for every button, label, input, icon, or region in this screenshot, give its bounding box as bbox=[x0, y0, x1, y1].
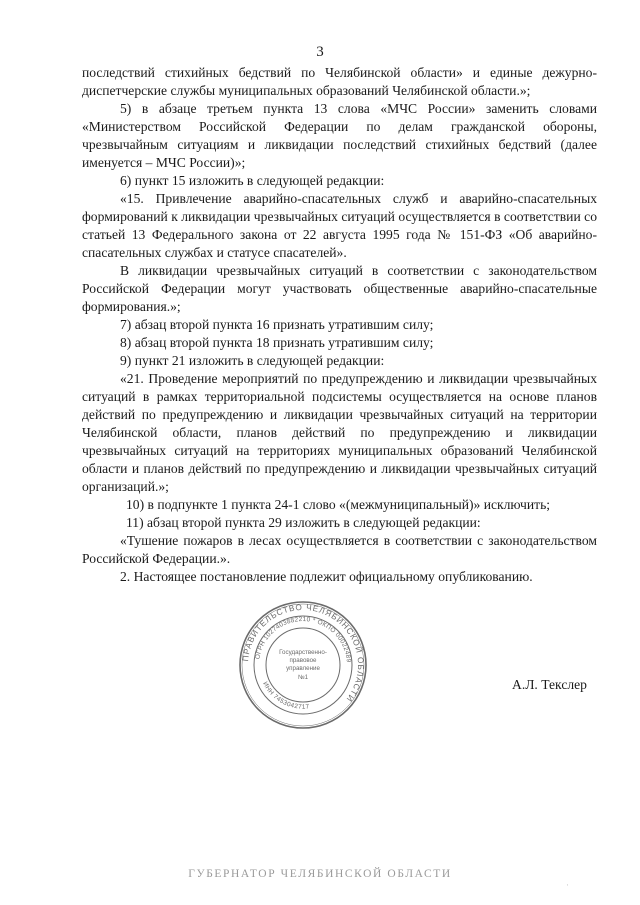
paragraph: 5) в абзаце третьем пункта 13 слова «МЧС России» заменить словами «Министерством Российской Федерации по делам гражданской обороны, чрезвычайным ситуациям и ликвидации последствий стихийных бедствий (далее именуется – МЧС России)»; bbox=[82, 101, 597, 170]
seal-center-line: №1 bbox=[297, 674, 309, 681]
paragraph: 9) пункт 21 изложить в следующей редакции: bbox=[120, 353, 385, 368]
svg-text:ИНН 7453042717 bbox=[261, 681, 310, 711]
seal-center-line: правовое bbox=[289, 657, 317, 664]
seal-inn-text: ИНН 7453042717 bbox=[261, 680, 310, 711]
paragraph: «21. Проведение мероприятий по предупреждению и ликвидации чрезвычайных ситуаций в рамках территориальной подсистемы осуществляется на основе планов действий по предупреждению и ликвидации чрезвычайных ситуаций на территории Челябинской области, планов действий по предупреждению и ликвидации чрезвычайных ситуаций на территориях муниципальных образований Челябинской области и планов действий по предупреждению и ликвидации чрезвычайных ситуаций организаций.»; bbox=[82, 371, 597, 494]
official-seal bbox=[238, 600, 368, 730]
seal-center-line: управление bbox=[286, 665, 320, 672]
paragraph: 2. Настоящее постановление подлежит официальному опубликованию. bbox=[120, 569, 533, 584]
paragraph: «15. Привлечение аварийно-спасательных служб и аварийно-спасательных формирований к ликвидации чрезвычайных ситуаций осуществляется в соответствии со статьей 13 Федерального закона от 22 августа 1995 года № 151-ФЗ «Об аварийно-спасательных службах и статусе спасателей». bbox=[82, 191, 597, 260]
seal-center-line: Государственно- bbox=[279, 649, 327, 656]
page-number: 3 bbox=[316, 44, 324, 60]
scan-mark: · bbox=[566, 880, 569, 890]
paragraph: 6) пункт 15 изложить в следующей редакции: bbox=[120, 173, 385, 188]
paragraph: 7) абзац второй пункта 16 признать утратившим силу; bbox=[120, 317, 434, 332]
paragraph: последствий стихийных бедствий по Челябинской области» и единые дежурно-диспетчерские службы муниципальных образований Челябинской области.»; bbox=[82, 65, 597, 98]
seal-inner-text: ОГРН 1027403882210 * ОКПО 00022489 bbox=[254, 615, 352, 663]
paragraph: 10) в подпункте 1 пункта 24-1 слово «(межмуниципальный)» исключить; bbox=[126, 497, 551, 512]
paragraph: 11) абзац второй пункта 29 изложить в следующей редакции: bbox=[126, 515, 481, 530]
paragraph: 8) абзац второй пункта 18 признать утратившим силу; bbox=[120, 335, 434, 350]
document-body bbox=[82, 64, 597, 586]
footer-title: ГУБЕРНАТОР ЧЕЛЯБИНСКОЙ ОБЛАСТИ bbox=[188, 868, 452, 880]
signature-name: А.Л. Текслер bbox=[512, 677, 587, 692]
paragraph: «Тушение пожаров в лесах осуществляется в соответствии с законодательством Российской Федерации.». bbox=[82, 533, 597, 566]
paragraph: В ликвидации чрезвычайных ситуаций в соответствии с законодательством Российской Федерации могут участвовать общественные аварийно-спасательные формирования.»; bbox=[82, 263, 597, 314]
seal-outer-text: ПРАВИТЕЛЬСТВО ЧЕЛЯБИНСКОЙ ОБЛАСТИ bbox=[241, 602, 366, 704]
